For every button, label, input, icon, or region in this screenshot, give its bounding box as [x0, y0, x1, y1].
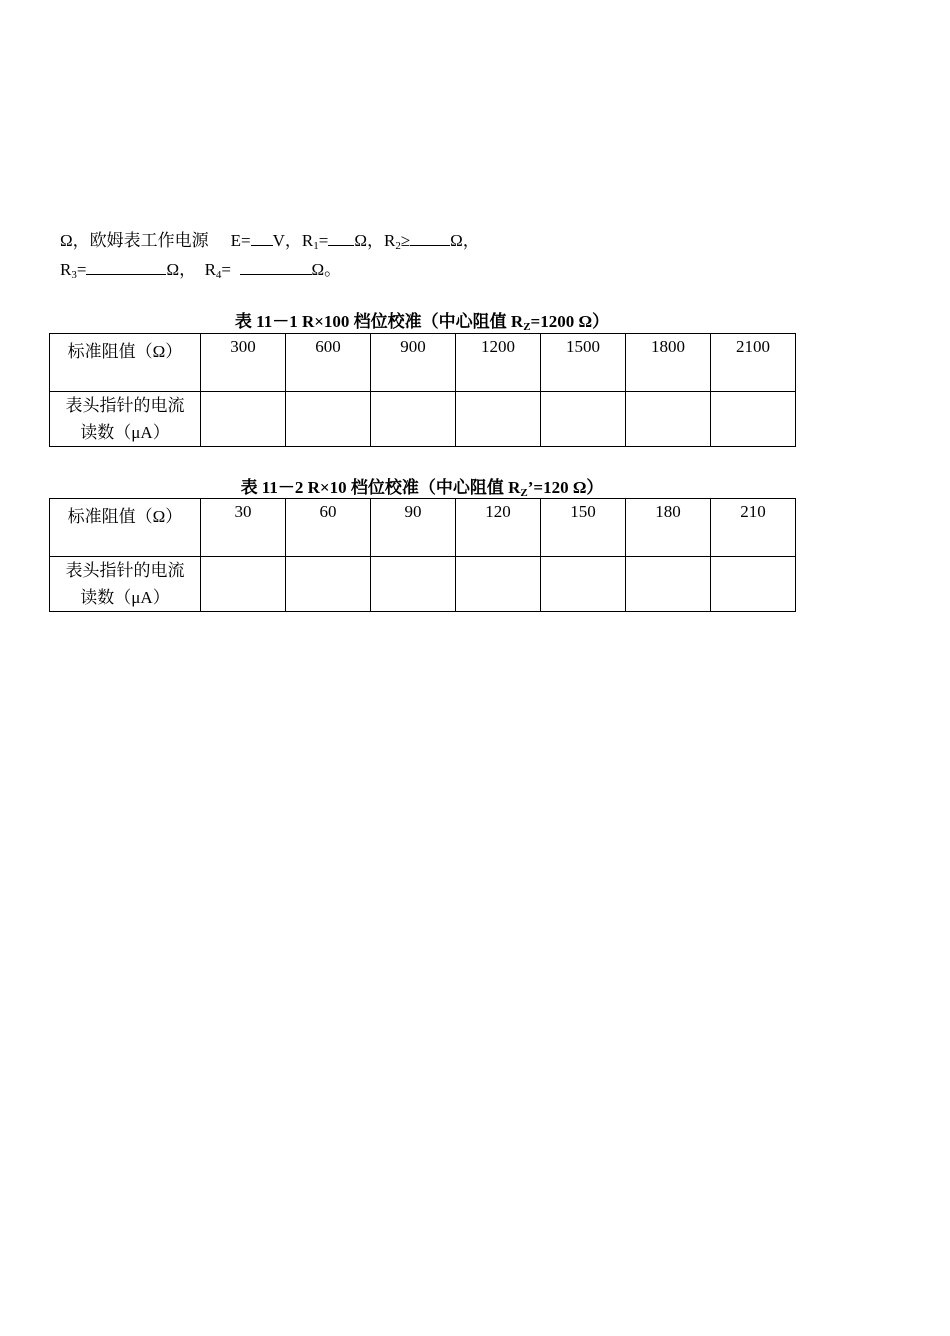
table1-row-resistance: [50, 334, 796, 392]
e-blank[interactable]: [251, 231, 273, 246]
table1-reading-cell[interactable]: [541, 392, 626, 447]
table2-caption-sub: Z: [520, 487, 528, 499]
table2-caption-end: ’=120 Ω）: [527, 478, 604, 497]
r3-eq: =: [76, 260, 87, 279]
r1-blank[interactable]: [328, 231, 354, 246]
r1-subscript: 1: [313, 240, 319, 252]
r4-blank[interactable]: [240, 260, 312, 275]
table2-value-cell: 30: [201, 499, 286, 557]
table1-caption-main: 表 11－1 R×100 档位校准（中心阻值 R: [234, 312, 524, 331]
table1-value-cell: 1200: [456, 334, 541, 392]
table1-row1-label: 标准阻值（Ω）: [50, 334, 201, 392]
ohm-symbol: Ω: [60, 231, 73, 250]
table1-value-cell: 900: [371, 334, 456, 392]
table2-row-resistance: [50, 499, 796, 557]
r3-label: R: [60, 260, 72, 279]
table1-reading-cell[interactable]: [626, 392, 711, 447]
table2-row2-label: [50, 557, 201, 612]
r1-unit: Ω，R: [354, 231, 396, 250]
table2-value-cell: 120: [456, 499, 541, 557]
table2-reading-cell[interactable]: [456, 557, 541, 612]
table1-reading-cell[interactable]: [201, 392, 286, 447]
table1-row2-label-text: 表头指针的电流读数（μA）: [65, 396, 185, 442]
intro-line-2: [60, 255, 341, 280]
table2-reading-cell[interactable]: [541, 557, 626, 612]
table2-reading-cell[interactable]: [371, 557, 456, 612]
table2-value-cell: 60: [286, 499, 371, 557]
table1-caption-sub: Z: [523, 321, 531, 333]
table1-reading-cell[interactable]: [456, 392, 541, 447]
table1-caption: [50, 307, 794, 332]
table1-reading-cell[interactable]: [711, 392, 796, 447]
table1-value-cell: 600: [286, 334, 371, 392]
table2-row-current: [50, 557, 796, 612]
e-unit: V，R: [272, 231, 314, 250]
table2-value-cell: 210: [711, 499, 796, 557]
table1-value-cell: 1500: [541, 334, 626, 392]
r3-subscript: 3: [71, 269, 77, 281]
table2-value-cell: 180: [626, 499, 711, 557]
table1: [49, 333, 796, 447]
power-source-text: ，欧姆表工作电源: [72, 231, 209, 250]
table2-row2-label-text: 表头指针的电流读数（μA）: [65, 561, 185, 607]
r2-subscript: 2: [395, 240, 401, 252]
table2-value-cell: 90: [371, 499, 456, 557]
table1-row-current: [50, 392, 796, 447]
e-label: E=: [230, 231, 251, 250]
r4-subscript: 4: [215, 269, 222, 281]
table2-reading-cell[interactable]: [201, 557, 286, 612]
table2-reading-cell[interactable]: [626, 557, 711, 612]
table2-value-cell: 150: [541, 499, 626, 557]
table1-row2-label: [50, 392, 201, 447]
table1-value-cell: 2100: [711, 334, 796, 392]
intro-line-1: [60, 226, 480, 251]
r3-unit: Ω， R: [166, 260, 216, 279]
table1-reading-cell[interactable]: [371, 392, 456, 447]
table2: [49, 498, 796, 612]
table1-reading-cell[interactable]: [286, 392, 371, 447]
table1-caption-end: =1200 Ω）: [530, 312, 610, 331]
table2-reading-cell[interactable]: [286, 557, 371, 612]
table2-caption: [50, 473, 794, 498]
r1-eq: =: [318, 231, 329, 250]
table2-caption-main: 表 11－2 R×10 档位校准（中心阻值 R: [240, 478, 521, 497]
r3-blank[interactable]: [86, 260, 166, 275]
r2-blank[interactable]: [410, 231, 450, 246]
r4-unit: Ω。: [311, 260, 342, 279]
r2-unit: Ω，: [450, 231, 480, 250]
table1-value-cell: 1800: [626, 334, 711, 392]
table1-value-cell: 300: [201, 334, 286, 392]
table2-row1-label: 标准阻值（Ω）: [50, 499, 201, 557]
table2-reading-cell[interactable]: [711, 557, 796, 612]
r4-eq: =: [221, 260, 240, 279]
r2-eq: ≥: [400, 231, 411, 250]
